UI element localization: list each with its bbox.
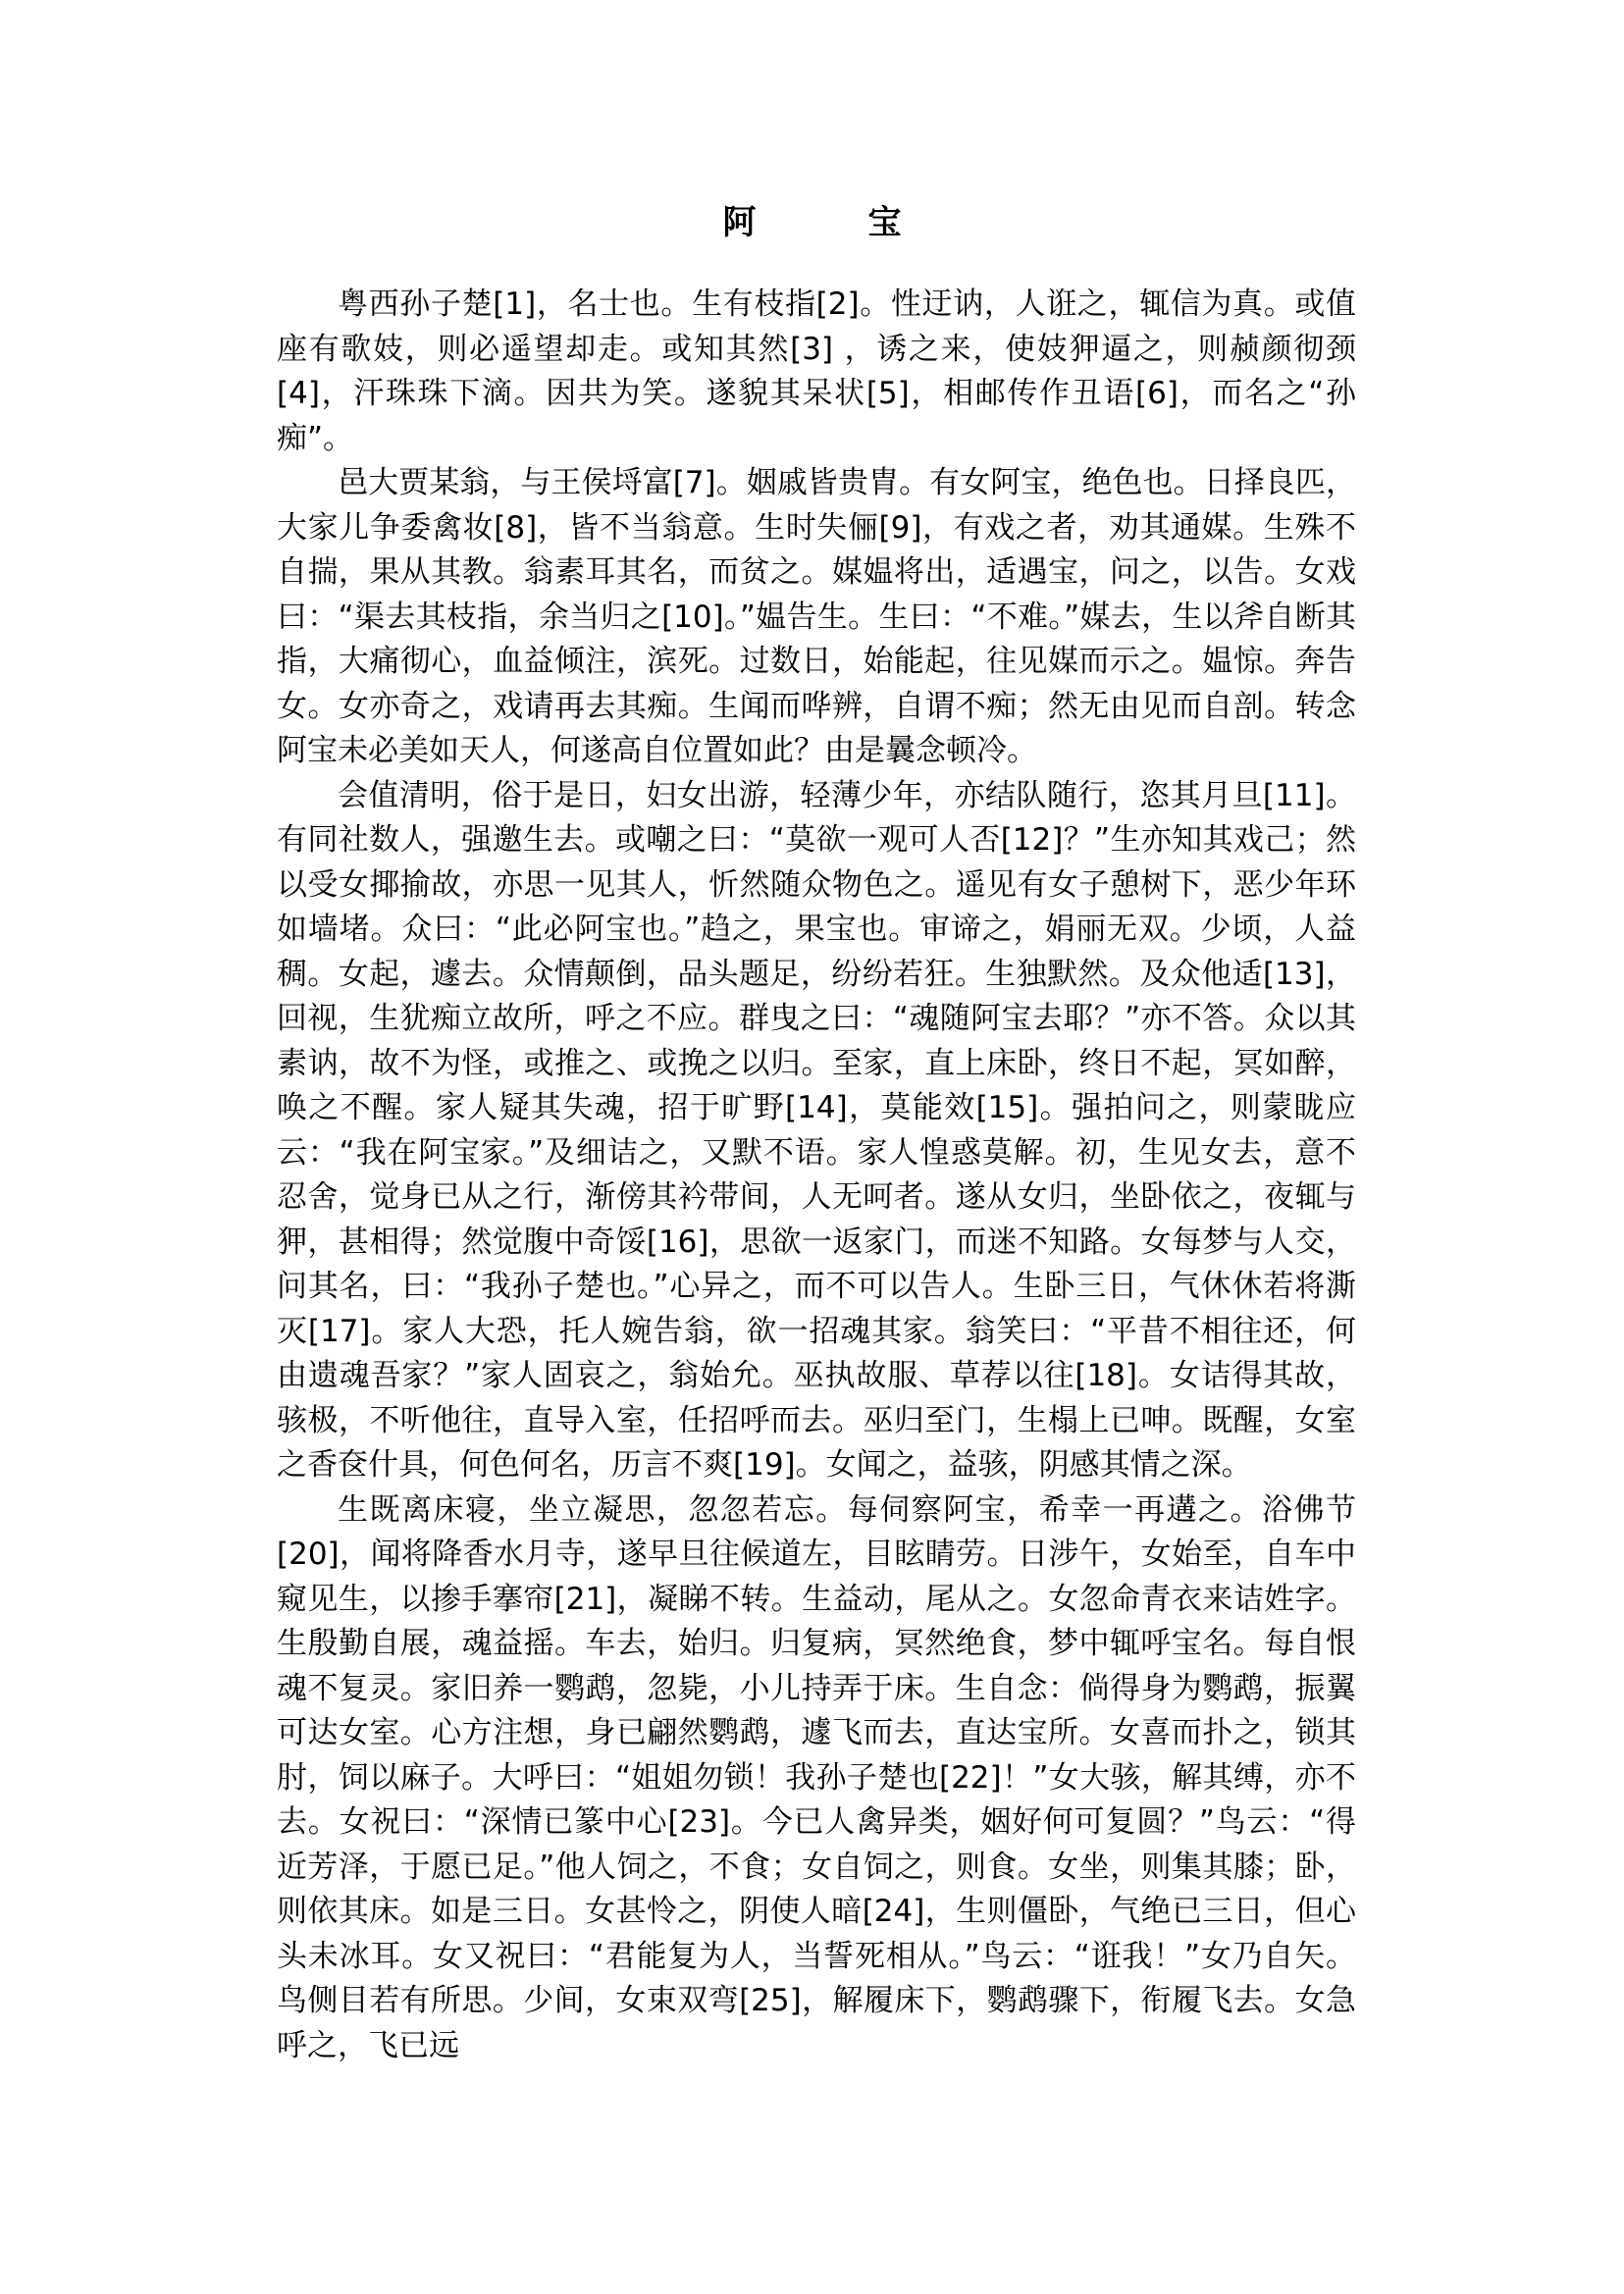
paragraph: 粤西孙子楚[1]，名士也。生有枝指[2]。性迂讷，人诳之，辄信为真。或值座有歌妓，则必遥望却走。或知其然[3] ，诱之来，使妓狎逼之，则赪颜彻颈[4]，汗珠珠下滴。因共为笑。遂貌其呆状[5]，相邮传作丑语[6]，而名之“孙痴”。 <box>277 287 1356 456</box>
paragraph: 邑大贾某翁，与王侯埒富[7]。姻戚皆贵胄。有女阿宝，绝色也。日择良匹，大家儿争委禽妆[8]，皆不当翁意。生时失俪[9]，有戏之者，劝其通媒。生殊不自揣，果从其教。翁素耳其名，而贫之。媒媪将出，适遇宝，问之，以告。女戏曰：“渠去其枝指，余当归之[10]。”媪告生。生曰：“不难。”媒去，生以斧自断其指，大痛彻心，血益倾注，滨死。过数日，始能起，往见媒而示之。媪惊。奔告女。女亦奇之，戏请再去其痴。生闻而哗辨，自谓不痴；然无由见而自剖。转念阿宝未必美如天人，何遂高自位置如此？由是曩念顿冷。 <box>277 465 1356 768</box>
document-body <box>277 283 1356 2068</box>
paragraph: 生既离床寝，坐立凝思，忽忽若忘。每伺察阿宝，希幸一再遘之。浴佛节[20]，闻将降香水月寺，遂早旦往候道左，目眩睛劳。日涉午，女始至，自车中窥见生，以掺手搴帘[21]，凝睇不转。生益动，尾从之。女忽命青衣来诘姓字。生殷勤自展，魂益摇。车去，始归。归复病，冥然绝食，梦中辄呼宝名。每自恨魂不复灵。家旧养一鹦鹉，忽毙，小儿持弄于床。生自念：倘得身为鹦鹉，振翼可达女室。心方注想，身已翩然鹦鹉，遽飞而去，直达宝所。女喜而扑之，锁其肘，饲以麻子。大呼曰：“姐姐勿锁！我孙子楚也[22]！”女大骇，解其缚，亦不去。女祝曰：“深情已篆中心[23]。今已人禽异类，姻好何可复圆？”鸟云：“得近芳泽，于愿已足。”他人饲之，不食；女自饲之，则食。女坐，则集其膝；卧，则依其床。如是三日。女甚怜之，阴使人暗[24]，生则僵卧，气绝已三日，但心头未冰耳。女又祝曰：“君能复为人，当誓死相从。”鸟云：“诳我！”女乃自矢。鸟侧目若有所思。少间，女束双弯[25]，解履床下，鹦鹉骤下，衔履飞去。女急呼之，飞已远 <box>277 1491 1356 2063</box>
document-title: 阿 宝 <box>722 203 941 242</box>
paragraph: 会值清明，俗于是日，妇女出游，轻薄少年，亦结队随行，恣其月旦[11]。有同社数人，强邀生去。或嘲之曰：“莫欲一观可人否[12]？”生亦知其戏己；然以受女揶揄故，亦思一见其人，忻然随众物色之。遥见有女子憩树下，恶少年环如墙堵。众曰：“此必阿宝也。”趋之，果宝也。审谛之，娟丽无双。少顷，人益稠。女起，遽去。众情颠倒，品头题足，纷纷若狂。生独默然。及众他适[13]，回视，生犹痴立故所，呼之不应。群曳之曰：“魂随阿宝去耶？”亦不答。众以其素讷，故不为怪，或推之、或挽之以归。至家，直上床卧，终日不起，冥如醉，唤之不醒。家人疑其失魂，招于旷野[14]，莫能效[15]。强拍问之，则蒙眬应云：“我在阿宝家。”及细诘之，又默不语。家人惶惑莫解。初，生见女去，意不忍舍，觉身已从之行，渐傍其衿带间，人无呵者。遂从女归，坐卧依之，夜辄与狎，甚相得；然觉腹中奇馁[16]，思欲一返家门，而迷不知路。女每梦与人交，问其名，曰：“我孙子楚也。”心异之，而不可以告人。生卧三日，气休休若将澌灭[17]。家人大恐，托人婉告翁，欲一招魂其家。翁笑曰：“平昔不相往还，何由遗魂吾家？”家人固哀之，翁始允。巫执故服、草荐以往[18]。女诘得其故，骇极，不听他往，直导入室，任招呼而去。巫归至门，生榻上已呻。既醒，女室之香奁什具，何色何名，历言不爽[19]。女闻之，益骇，阴感其情之深。 <box>277 777 1356 1483</box>
